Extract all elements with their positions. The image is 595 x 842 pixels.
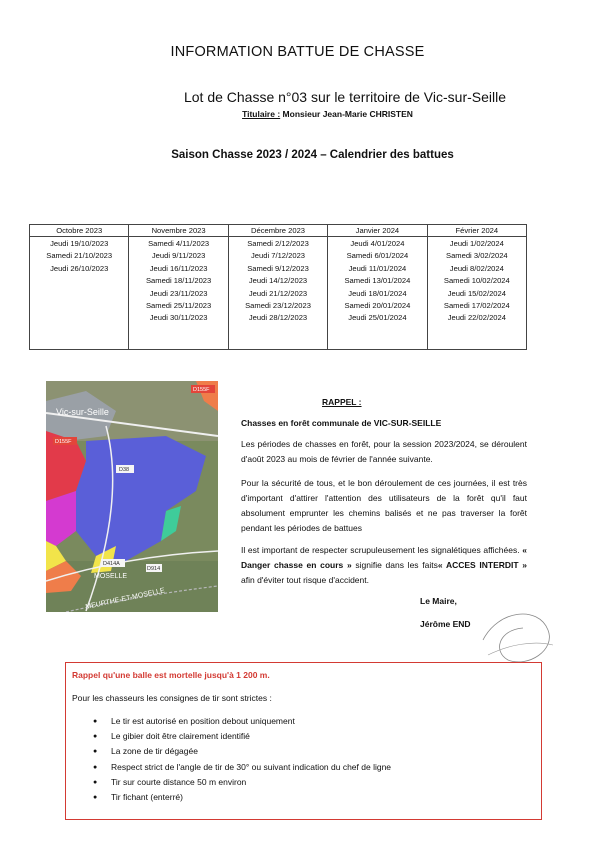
battue-date: Samedi 2/12/2023 [247, 239, 309, 248]
battue-date: Jeudi 7/12/2023 [250, 251, 306, 261]
battue-date: Samedi 20/01/2024 [344, 301, 411, 311]
calendar-dates [428, 237, 526, 325]
shooting-rule-item: ● Tir sur courte distance 50 m environ [93, 775, 391, 790]
rappel-subtitle: Chasses en forêt communale de VIC-SUR-SEILLE [241, 418, 442, 428]
rappel-title: RAPPEL : [322, 397, 362, 407]
map-image [46, 381, 218, 612]
calendar-column [129, 225, 228, 349]
shooting-rule-item: ● Tir fichant (enterré) [93, 790, 391, 805]
calendar-dates [229, 237, 327, 325]
map-label-dept-2: MEURTHE-ET-MOSELLE [84, 587, 166, 611]
calendar-dates [30, 237, 128, 275]
lot-subtitle: Lot de Chasse n°03 sur le territoire de Vic-sur-Seille [183, 89, 507, 105]
battue-date: Jeudi 19/10/2023 [50, 239, 109, 248]
battue-date: Samedi 13/01/2024 [344, 276, 411, 286]
battue-date: Samedi 25/11/2023 [145, 301, 212, 311]
map-label-road-1: D155F [55, 439, 72, 445]
map-label-dept-1: MOSELLE [94, 573, 128, 580]
map-label-town: Vic-sur-Seille [56, 407, 109, 417]
battue-date: Jeudi 16/11/2023 [149, 263, 208, 273]
battue-date: Jeudi 1/02/2024 [449, 239, 504, 248]
calendar-column [328, 225, 427, 349]
map-label-road-3: D155F [193, 387, 210, 393]
battue-date: Jeudi 4/01/2024 [350, 239, 405, 248]
hunting-zone-map [46, 381, 218, 612]
calendar-month-header: Octobre 2023 [30, 225, 128, 237]
rappel-paragraph-signage [241, 543, 527, 588]
battue-date: Samedi 10/02/2024 [443, 276, 510, 286]
battue-calendar-table [29, 224, 527, 350]
holder-line [0, 109, 595, 119]
battue-date: Jeudi 15/02/2024 [447, 288, 506, 298]
holder-label: Titulaire : [242, 109, 281, 119]
battue-date: Jeudi 18/01/2024 [348, 288, 407, 298]
holder-name: Monsieur Jean-Marie CHRISTEN [282, 109, 413, 119]
battue-date: Jeudi 21/12/2023 [248, 288, 308, 298]
signage-text-c: signifie dans les faits [351, 560, 438, 570]
battue-date: Jeudi 14/12/2023 [248, 276, 308, 286]
rappel-paragraph-safety: Pour la sécurité de tous, et le bon déroulement de ces journées, il est très d'important d'attirer l'attention des utilisateurs de la forêt qu'il faut absolument emprunter les chemins balisés et ne pas traverser la forêt pendant les périodes de battues [241, 478, 527, 533]
map-label-road-5: D914 [147, 566, 161, 572]
shooting-rule-item: ● Le gibier doit être clairement identifié [93, 729, 391, 744]
calendar-month-header: Décembre 2023 [229, 225, 327, 237]
battue-date: Jeudi 11/01/2024 [348, 263, 407, 273]
battue-date: Jeudi 26/10/2023 [50, 263, 109, 273]
shooting-rules-intro: Pour les chasseurs les consignes de tir sont strictes : [72, 693, 272, 703]
document-title: INFORMATION BATTUE DE CHASSE [170, 44, 425, 60]
calendar-month-header: Février 2024 [428, 225, 526, 237]
signage-acces-interdit: « ACCES INTERDIT » [437, 560, 528, 570]
map-label-road-2: D38 [119, 467, 130, 473]
battue-date: Samedi 23/12/2023 [245, 301, 311, 311]
battue-date: Jeudi 22/02/2024 [447, 313, 506, 323]
map-label-road-4: D414A [103, 561, 120, 567]
shooting-rule-item: ● Respect strict de l'angle de tir de 30° ou suivant indication du chef de ligne [93, 760, 391, 775]
calendar-column [428, 225, 526, 349]
battue-date: Jeudi 30/11/2023 [149, 313, 208, 323]
signage-text-e: afin d'éviter tout risque d'accident. [241, 575, 369, 585]
battue-date: Jeudi 25/01/2024 [348, 313, 407, 323]
battue-date: Samedi 9/12/2023 [247, 263, 309, 273]
shooting-rules-list [93, 714, 391, 805]
calendar-month-header: Novembre 2023 [129, 225, 227, 237]
battue-date: Samedi 3/02/2024 [446, 251, 508, 261]
shooting-rule-item: ● Le tir est autorisé en position debout uniquement [93, 714, 391, 729]
signage-danger: « Danger chasse en cours » [241, 545, 527, 570]
battue-date: Samedi 18/11/2023 [145, 276, 212, 286]
calendar-column [229, 225, 328, 349]
calendar-month-header: Janvier 2024 [328, 225, 426, 237]
battue-date: Samedi 6/01/2024 [346, 251, 409, 261]
mayor-signature [478, 600, 558, 670]
calendar-dates [328, 237, 426, 325]
signage-text-a: Il est important de respecter scrupuleusement les signalétiques affichées. [241, 545, 523, 555]
calendar-column [30, 225, 129, 349]
battue-date: Samedi 17/02/2024 [443, 301, 510, 311]
mayor-title: Le Maire, [420, 596, 457, 606]
season-heading: Saison Chasse 2023 / 2024 – Calendrier des battues [171, 149, 454, 161]
mayor-name: Jérôme END [420, 619, 471, 629]
battue-date: Jeudi 8/02/2024 [449, 263, 504, 273]
rappel-paragraph-periods: Les périodes de chasses en forêt, pour la session 2023/2024, se déroulent d'août 2023 au mois de février de l'année suivante. [241, 439, 527, 464]
battue-date: Jeudi 23/11/2023 [149, 288, 208, 298]
battue-date: Samedi 21/10/2023 [46, 251, 113, 261]
calendar-dates [129, 237, 227, 325]
battue-date: Jeudi 28/12/2023 [248, 313, 308, 323]
shooting-rule-item: ● La zone de tir dégagée [93, 744, 391, 759]
battue-date: Samedi 4/11/2023 [148, 239, 210, 248]
battue-date: Jeudi 9/11/2023 [151, 251, 206, 261]
bullet-lethal-warning: Rappel qu'une balle est mortelle jusqu'à 1 200 m. [72, 670, 270, 680]
